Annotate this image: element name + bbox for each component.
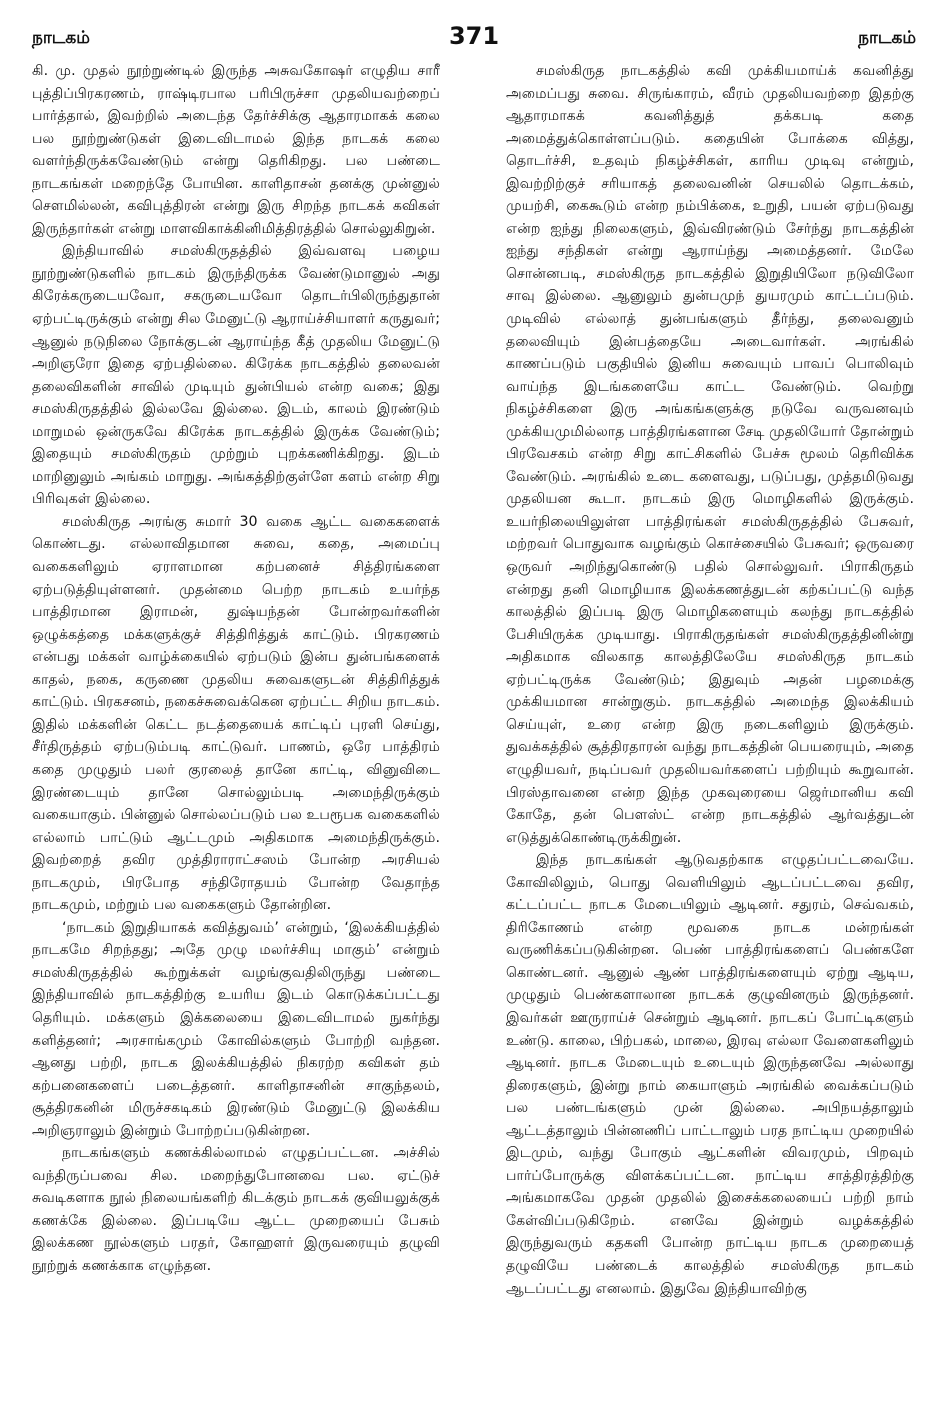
left-column bbox=[32, 60, 440, 1278]
paragraph: கி. மு. முதல் நூற்றுண்டில் இருந்த அசுவகோஷர் எழுதிய சாரீ புத்திப்பிரகரணம், ராஷ்டிரபால பரிபிருச்சா முதலியவற்றைப் பார்த்தால், இவற்றில் அடைந்த தேர்ச்சிக்கு ஆதாரமாகக் கலை பல நூற்றுண்டுகள் இடைவிடாமல் இந்த நாடகக் கலை வளர்ந்திருக்கவேண்டும் என்று தெரிகிறது. பல பண்டை நாடகங்கள் மறைந்தே போயின. காளிதாசன் தனக்கு முன்னுல் சௌமில்லன், கவிபுத்திரன் என்று இரு சிறந்த நாடகக் கவிகள் இருந்தார்கள் என்று மாளவிகாக்கினிமித்திரத்தில் சொல்லுகிறுன். bbox=[32, 63, 440, 237]
paragraph: நாடகங்களும் கணக்கில்லாமல் எழுதப்பட்டன. அச்சில் வந்திருப்பவை சில. மறைந்துபோனவை பல. ஏட்டுச் சுவடிகளாக நூல் நிலையங்களிற் கிடக்கும் நாடகக் குவியலுக்குக் கணக்கே இல்லை. இப்படியே ஆட்ட முறையைப் பேசும் இலக்கண நூல்களும் பரதர், கோஹளர் இருவரையும் தழுவி நூற்றுக் கணக்காக எழுந்தன. bbox=[32, 1145, 440, 1274]
paragraph: சமஸ்கிருத நாடகத்தில் கவி முக்கியமாய்க் கவனித்து அமைப்பது சுவை. சிருங்காரம், வீரம் முதலியவற்றை இதற்கு ஆதாரமாகக் கவனித்துத் தக்கபடி கதை அமைத்துக்கொள்ளப்படும். கதையின் போக்கை வித்து, தொடர்ச்சி, உதவும் நிகழ்ச்சிகள், காரிய முடிவு என்றும், இவற்றிற்குச் சரியாகத் தலைவனின் செயலில் தொடக்கம், முயற்சி, கைகூடும் என்ற நம்பிக்கை, உறுதி, பயன் ஏற்படுவது என்ற ஐந்து நிலைகளும், இவ்விரண்டும் சேர்ந்து நாடகத்தின் ஐந்து சந்திகள் என்று ஆராய்ந்து அமைத்தனர். மேலே சொன்னபடி, சமஸ்கிருத நாடகத்தில் இறுதியிலோ நடுவிலோ சாவு இல்லை. ஆனுலும் துன்பமுந் துயரமும் காட்டப்படும். முடிவில் எல்லாத் துன்பங்களும் தீர்ந்து, தலைவனும் தலைவியும் இன்பத்தையே அடைவார்கள். அரங்கில் காணப்படும் பகுதியில் இனிய சுவையும் பாவப் பொலிவும் வாய்ந்த இடங்களையே காட்ட வேண்டும். வெற்று நிகழ்ச்சிகளை இரு அங்கங்களுக்கு நடுவே வருவனவும் முக்கியமுமில்லாத பாத்திரங்களான சேடி முதலியோர் தோன்றும் பிரவேசகம் என்ற சிறு காட்சிகளில் பேச்சு மூலம் தெரிவிக்க வேண்டும். அரங்கில் உடை களைவது, படுப்பது, முத்தமிடுவது முதலியன கூடா. நாடகம் இரு மொழிகளில் இருக்கும். உயர்நிலையிலுள்ள பாத்திரங்கள் சமஸ்கிருதத்தில் பேசுவர், மற்றவர் பொதுவாக வழங்கும் கொச்சையில் பேசுவர்; ஒருவரை ஒருவர் அறிந்துகொண்டு பதில் சொல்லுவர். பிராகிருதம் என்றது தனி மொழியாக இலக்கணத்துடன் கற்கப்பட்டு வந்த காலத்தில் இப்படி இரு மொழிகளையும் கலந்து நாடகத்தில் பேசியிருக்க முடியாது. பிராகிருதங்கள் சமஸ்கிருதத்தினின்று அதிகமாக விலகாத காலத்திலேயே சமஸ்கிருத நாடகம் ஏற்பட்டிருக்க வேண்டும்; இதுவும் அதன் பழமைக்கு முக்கியமான சான்றுகும். நாடகத்தில் அமைந்த இலக்கியம் செய்யுள், உரை என்ற இரு நடைகளிலும் இருக்கும். துவக்கத்தில் சூத்திரதாரன் வந்து நாடகத்தின் பெயரையும், அதை எழுதியவர், நடிப்பவர் முதலியவர்களைப் பற்றியும் கூறுவான். பிரஸ்தாவனை என்ற இந்த முகவுரையை ஜெர்மானிய கவி கோதே, தன் பௌஸ்ட் என்ற நாடகத்தில் ஆர்வத்துடன் எடுத்துக்கொண்டிருக்கிறுன். bbox=[506, 63, 914, 846]
running-head-left: நாடகம் bbox=[32, 28, 90, 48]
paragraph: ‘நாடகம் இறுதியாகக் கவித்துவம்’ என்றும், ‘இலக்கியத்தில் நாடகமே சிறந்தது; அதே முழு மலர்ச்சியு மாகும்’ என்றும் சமஸ்கிருதத்தில் கூற்றுக்கள் வழங்குவதிலிருந்து பண்டை இந்தியாவில் நாடகத்திற்கு உயரிய இடம் கொடுக்கப்பட்டது தெரியும். மக்களும் இக்கலையை இடைவிடாமல் நுகர்ந்து களித்தனர்; அரசாங்கமும் கோவில்களும் போற்றி வந்தன. ஆனது பற்றி, நாடக இலக்கியத்தில் நிகரற்ற கவிகள் தம் கற்பனைகளைப் படைத்தனர். காளிதாசனின் சாகுந்தலம், சூத்திரகனின் மிருச்சகடிகம் இரண்டும் மேனுட்டு இலக்கிய அறிஞராலும் இன்றும் போற்றப்படுகின்றன. bbox=[32, 919, 440, 1139]
right-column bbox=[506, 60, 914, 1300]
running-head-right: நாடகம் bbox=[858, 28, 916, 48]
paragraph: இந்த நாடகங்கள் ஆடுவதற்காக எழுதப்பட்டவையே. கோவிலிலும், பொது வெளியிலும் ஆடப்பட்டவை தவிர, கட்டப்பட்ட நாடக மேடையிலும் ஆடினர். சதுரம், செவ்வகம், திரிகோணம் என்ற மூவகை நாடக மன்றங்கள் வருணிக்கப்படுகின்றன. பெண் பாத்திரங்களைப் பெண்களே கொண்டனர். ஆனுல் ஆண் பாத்திரங்களையும் ஏற்று ஆடிய, முழுதும் பெண்களாலான நாடகக் குழுவினரும் இருந்தனர். இவர்கள் ஊருராய்ச் சென்றும் ஆடினர். நாடகப் போட்டிகளும் உண்டு. காலை, பிற்பகல், மாலை, இரவு எல்லா வேளைகளிலும் ஆடினர். நாடக மேடையும் உடையும் இருந்தனவே அல்லாது திரைகளும், இன்று நாம் கையாளும் அரங்கில் வைக்கப்படும் பல பண்டங்களும் முன் இல்லை. அபிநயத்தாலும் ஆட்டத்தாலும் பின்னணிப் பாட்டாலும் பரத நாட்டிய முறையில் இடமும், வந்து போகும் ஆட்களின் விவரமும், பிறவும் பார்ப்போருக்கு விளக்கப்பட்டன. நாட்டிய சாத்திரத்திற்கு அங்கமாகவே முதன் முதலில் இசைக்கலையைப் பற்றி நாம் கேள்விப்படுகிறேம். எனவே இன்றும் வழக்கத்தில் இருந்துவரும் கதகளி போன்ற நாட்டிய நாடக முறையைத் தழுவியே பண்டைக் காலத்தில் சமஸ்கிருத நாடகம் ஆடப்பட்டது எனலாம். இதுவே இந்தியாவிற்கு bbox=[506, 852, 914, 1297]
page-header bbox=[32, 22, 916, 56]
page-number: 371 bbox=[448, 22, 500, 50]
paragraph: சமஸ்கிருத அரங்கு சுமார் 30 வகை ஆட்ட வகைகளைக் கொண்டது. எல்லாவிதமான சுவை, கதை, அமைப்பு வகைகளிலும் ஏராளமான கற்பனைச் சித்திரங்களை ஏற்படுத்தியுள்ளனர். முதன்மை பெற்ற நாடகம் உயர்ந்த பாத்திரமான இராமன், துஷ்யந்தன் போன்றவர்களின் ஒழுக்கத்தை மக்களுக்குச் சித்திரித்துக் காட்டும். பிரகரணம் என்பது மக்கள் வாழ்க்கையில் ஏற்படும் இன்ப துன்பங்களைக் காதல், நகை, கருணை முதலிய சுவைகளுடன் சித்திரித்துக் காட்டும். பிரகசனம், நகைச்சுவைக்கென ஏற்பட்ட சிறிய நாடகம். இதில் மக்களின் கெட்ட நடத்தையைக் காட்டிப் புரளி செய்து, சீர்திருத்தம் ஏற்படும்படி காட்டுவர். பாணம், ஒரே பாத்திரம் கதை முழுதும் பலர் குரலைத் தானே காட்டி, வினுவிடை இரண்டையும் தானே சொல்லும்படி அமைந்திருக்கும் வகையாகும். பின்னுல் சொல்லப்படும் பல உபரூபக வகைகளில் எல்லாம் பாட்டும் ஆட்டமும் அதிகமாக அமைந்திருக்கும். இவற்றைத் தவிர முத்திராராட்சஸம் போன்ற அரசியல் நாடகமும், பிரபோத சந்திரோதயம் போன்ற வேதாந்த நாடகமும், மற்றும் பல வகைகளும் தோன்றின. bbox=[32, 513, 440, 914]
paragraph: இந்தியாவில் சமஸ்கிருதத்தில் இவ்வளவு பழைய நூற்றுண்டுகளில் நாடகம் இருந்திருக்க வேண்டுமானுல் அது கிரேக்கருடையவோ, சகருடையவோ தொடர்பிலிருந்துதான் ஏற்பட்டிருக்கும் என்று சில மேனுட்டு ஆராய்ச்சியாளர் கருதுவர்; ஆனுல் நடுநிலை நோக்குடன் ஆராய்ந்த கீத் முதலிய மேனுட்டு அறிஞரோ இதை ஏற்பதில்லை. கிரேக்க நாடகத்தில் தலைவன் தலைவிகளின் சாவில் முடியும் துன்பியல் என்ற வகை; இது சமஸ்கிருதத்தில் இல்லவே இல்லை. இடம், காலம் இரண்டும் மாறுமல் ஒன்ருகவே கிரேக்க நாடகத்தில் இருக்க வேண்டும்; இதையும் சமஸ்கிருதம் முற்றும் புறக்கணிக்கிறது. இடம் மாறினுலும் அங்கம் மாறுது. அங்கத்திற்குள்ளே களம் என்ற சிறு பிரிவுகள் இல்லை. bbox=[32, 243, 440, 508]
